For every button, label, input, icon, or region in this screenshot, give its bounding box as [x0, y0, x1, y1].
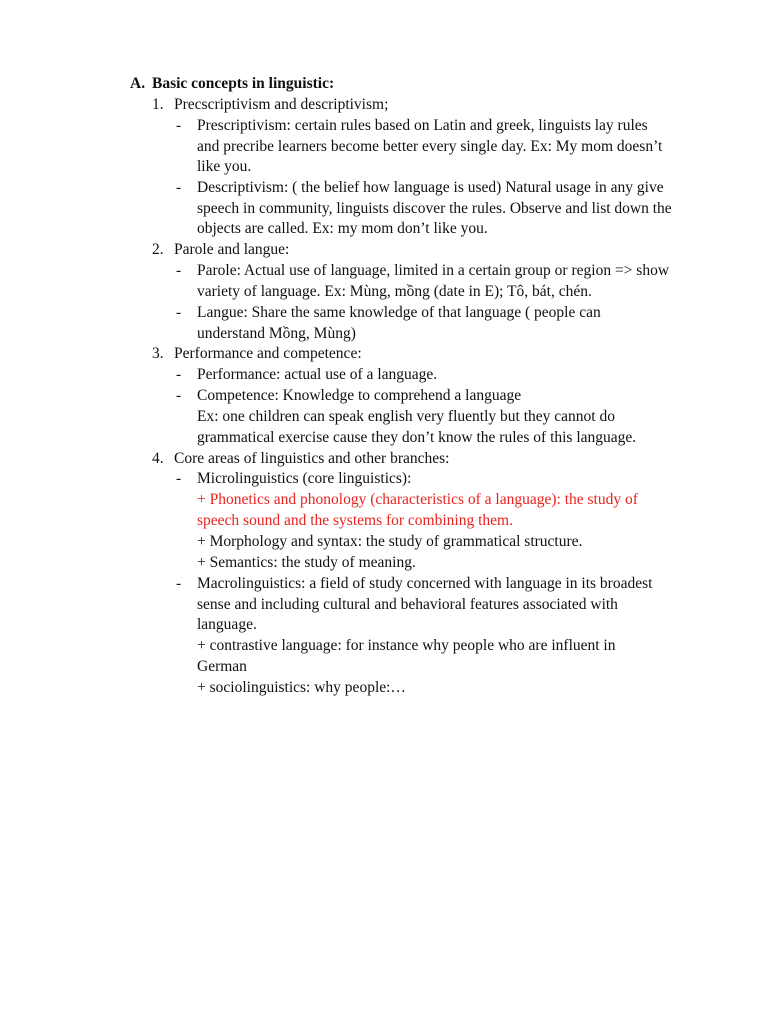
bullet-dash: - — [176, 387, 182, 404]
bullet-line: Prescriptivism: certain rules based on Latin and greek, linguists lay rules — [197, 117, 648, 134]
bullet-line: language. — [197, 616, 257, 633]
bullet-line: Macrolinguistics: a field of study concerned with language in its broadest — [197, 575, 653, 592]
bullet-line: + Morphology and syntax: the study of grammatical structure. — [197, 533, 583, 550]
item-title: Parole and langue: — [174, 241, 290, 258]
bullet-dash: - — [176, 575, 182, 592]
bullet-line: and precribe learners become better every single day. Ex: My mom doesn’t — [197, 138, 663, 155]
bullet-line: + contrastive language: for instance why people who are influent in — [197, 637, 616, 654]
bullet-dash: - — [176, 117, 182, 134]
bullet-line: Langue: Share the same knowledge of that language ( people can — [197, 304, 601, 321]
item-title: Performance and competence: — [174, 345, 362, 362]
bullet-dash: - — [176, 179, 182, 196]
bullet-line: + sociolinguistics: why people:… — [197, 679, 406, 696]
item-number: 2. — [152, 241, 164, 258]
item-number: 3. — [152, 345, 164, 362]
item-title: Core areas of linguistics and other branches: — [174, 450, 450, 467]
bullet-line: German — [197, 658, 247, 675]
bullet-dash: - — [176, 304, 182, 321]
bullet-line: Performance: actual use of a language. — [197, 366, 438, 383]
bullet-line: Ex: one children can speak english very fluently but they cannot do — [197, 408, 615, 425]
bullet-line: variety of language. Ex: Mùng, mồng (date in E); Tô, bát, chén. — [197, 283, 592, 300]
bullet-line: Microlinguistics (core linguistics): — [197, 470, 412, 487]
bullet-line: Competence: Knowledge to comprehend a language — [197, 387, 522, 404]
item-number: 1. — [152, 96, 164, 113]
section-title: Basic concepts in linguistic: — [152, 75, 335, 92]
bullet-line: + Semantics: the study of meaning. — [197, 554, 416, 571]
item-number: 4. — [152, 450, 164, 467]
bullet-line: grammatical exercise cause they don’t know the rules of this language. — [197, 429, 637, 446]
highlighted-line: + Phonetics and phonology (characteristics of a language): the study of — [197, 491, 638, 508]
bullet-dash: - — [176, 262, 182, 279]
item-title: Precscriptivism and descriptivism; — [174, 96, 389, 113]
bullet-dash: - — [176, 366, 182, 383]
bullet-line: like you. — [197, 158, 252, 175]
bullet-dash: - — [176, 470, 182, 487]
bullet-line: objects are called. Ex: my mom don’t like you. — [197, 220, 488, 237]
highlighted-line: speech sound and the systems for combining them. — [197, 512, 513, 529]
bullet-line: Parole: Actual use of language, limited in a certain group or region => show — [197, 262, 670, 279]
section-marker: A. — [130, 75, 146, 92]
bullet-line: Descriptivism: ( the belief how language is used) Natural usage in any give — [197, 179, 664, 196]
bullet-line: speech in community, linguists discover the rules. Observe and list down the — [197, 200, 672, 217]
bullet-line: understand Mồng, Mùng) — [197, 325, 356, 342]
bullet-line: sense and including cultural and behavioral features associated with — [197, 596, 618, 613]
